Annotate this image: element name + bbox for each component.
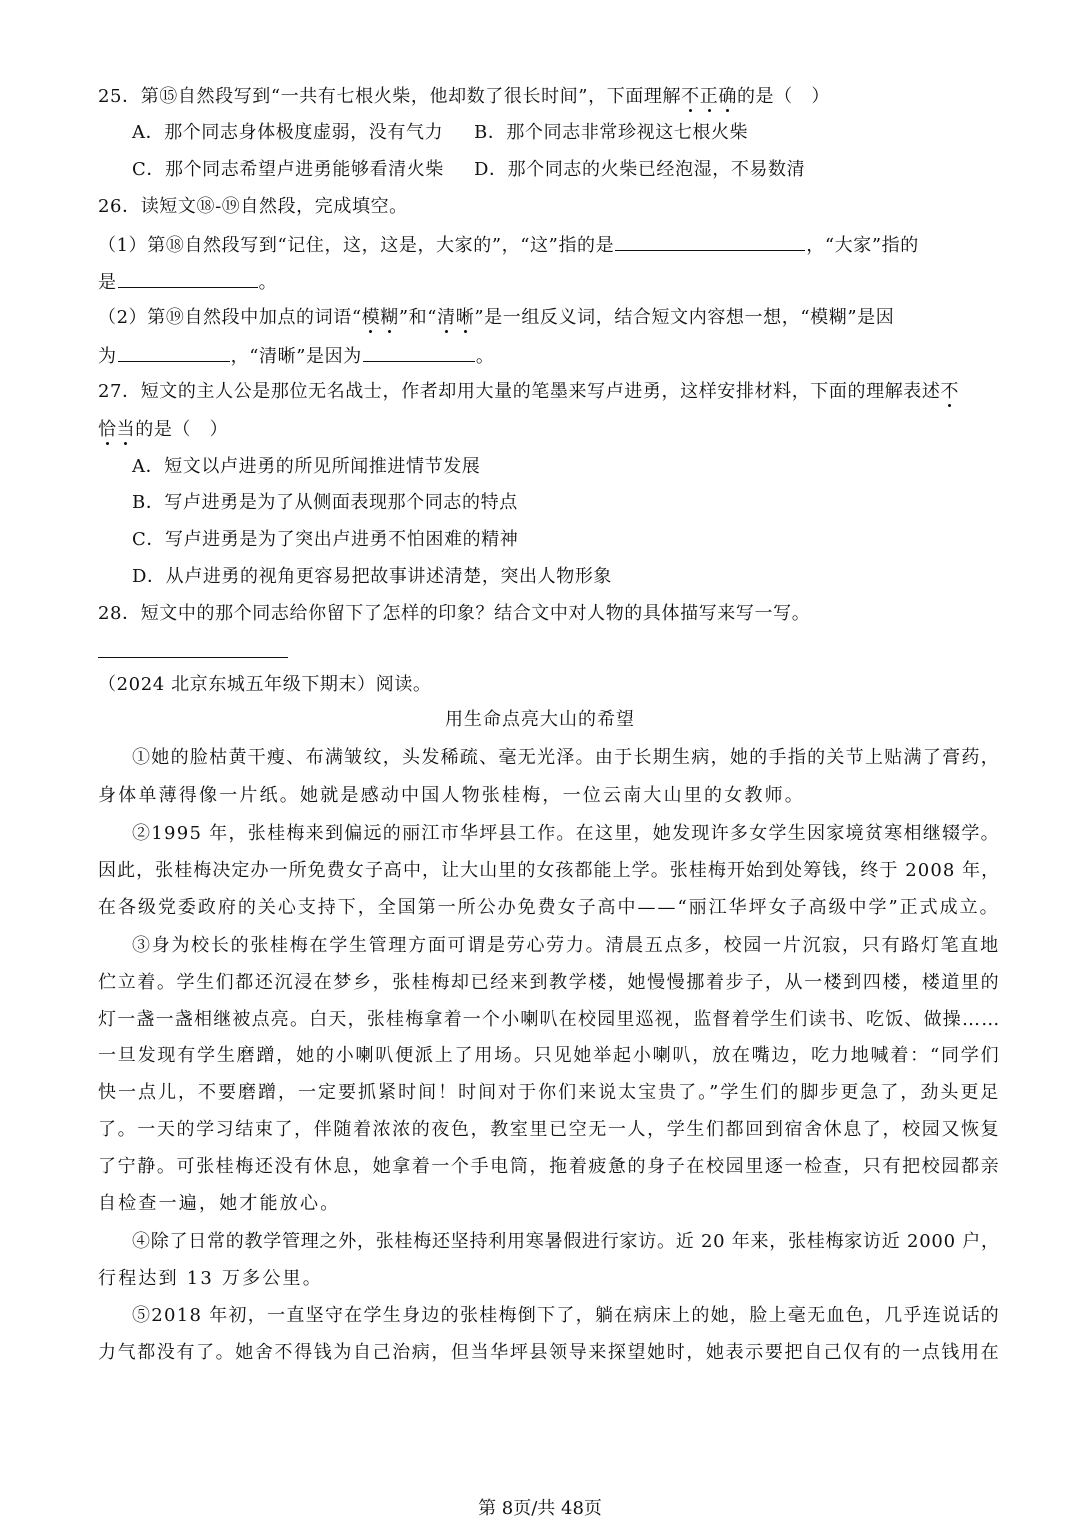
passage-line: 灯一盏一盏相继被点亮。白天，张桂梅拿着一个小喇叭在校园里巡视，监督着学生们读书、吃饭、做操……: [98, 1009, 1001, 1030]
q27-emphasis-dotted-2: 恰当: [98, 419, 136, 440]
passage-line: 身体单薄得像一片纸。她就是感动中国人物张桂梅，一位云南大山里的女教师。: [98, 785, 805, 806]
q26-part2-line1: [98, 306, 894, 330]
passage-line: 伫立着。学生们都还沉浸在梦乡，张桂梅却已经来到教学楼，她慢慢挪着步子，从一楼到四楼，楼道里的: [98, 972, 1001, 993]
q27-option-a: A．短文以卢进勇的所见所闻推进情节发展: [132, 456, 481, 477]
q28-stem: 28．短文中的那个同志给你留下了怎样的印象？结合文中对人物的具体描写来写一写。: [98, 603, 811, 624]
q26-part2-text-b: 为: [98, 346, 117, 367]
passage-line: 一旦发现有学生磨蹭，她的小喇叭便派上了用场。只见她举起小喇叭，放在嘴边，吃力地喊着：“同学们: [98, 1045, 1001, 1066]
answer-blank[interactable]: [118, 343, 230, 362]
answer-blank[interactable]: [118, 269, 258, 288]
q25-stem-text-b: 的是（ ）: [736, 86, 830, 107]
q25-stem-text-a: 25．第⑮自然段写到“一共有七根火柴，他却数了很长时间”，下面理解: [98, 86, 682, 107]
passage-line: 在各级党委政府的关心支持下，全国第一所公办免费女子高中——“丽江华坪女子高级中学”正式成立。: [98, 897, 1000, 918]
q26-part1-line2: [98, 269, 277, 295]
section-divider: [98, 657, 288, 658]
q27-stem-text-b: 的是（ ）: [135, 419, 229, 440]
q27-option-c: C．写卢进勇是为了突出卢进勇不怕困难的精神: [132, 529, 519, 550]
passage-line: ③身为校长的张桂梅在学生管理方面可谓是劳心劳力。清晨五点多，校园一片沉寂，只有路灯笔直地: [132, 935, 1000, 956]
q27-stem-line1: [98, 380, 959, 404]
answer-blank[interactable]: [363, 343, 475, 362]
q26-part2-text-c: ，“清晰”是因为: [230, 346, 362, 367]
q25-emphasis-dotted: 不正确: [681, 86, 737, 107]
q25-option-a: A．那个同志身体极度虚弱，没有气力: [132, 122, 444, 143]
q25-option-c: C．那个同志希望卢进勇能够看清火柴: [132, 159, 444, 180]
passage-line: ①她的脸枯黄干瘦、布满皱纹，头发稀疏、毫无光泽。由于长期生病，她的手指的关节上贴满了膏药，: [132, 747, 1000, 768]
q27-emphasis-dotted-1: 不: [940, 381, 960, 402]
passage-line: 行程达到 13 万多公里。: [98, 1268, 323, 1289]
q26-part1-text-d: 。: [258, 272, 278, 293]
q26-stem: 26．读短文⑱-⑲自然段，完成填空。: [98, 196, 408, 217]
page-number: 第 8页/共 48页: [478, 1498, 602, 1519]
q27-option-b: B．写卢进勇是为了从侧面表现那个同志的特点: [132, 492, 518, 513]
q27-stem-text-a: 27．短文的主人公是那位无名战士，作者却用大量的笔墨来写卢进勇，这样安排材料，下面的理解表述: [98, 381, 941, 402]
passage-line: 力气都没有了。她舍不得钱为自己治病，但当华坪县领导来探望她时，她表示要把自己仅有的一点钱用在: [98, 1342, 1001, 1363]
passage-line: 了宁静。可张桂梅还没有休息，她拿着一个手电筒，拖着疲惫的身子在校园里逐一检查，只有把校园都亲: [98, 1156, 1001, 1177]
q26-part1-text-b: ，“大家”指的: [806, 235, 919, 256]
passage-title: 用生命点亮大山的希望: [445, 709, 635, 730]
passage-line: 自检查一遍，她才能放心。: [98, 1193, 341, 1214]
passage-line: 快一点儿，不要磨蹭，一定要抓紧时间！时间对于你们来说太宝贵了。”学生们的脚步更急了，劲头更足: [98, 1082, 1001, 1103]
q25-option-d: D．那个同志的火柴已经泡湿，不易数清: [474, 159, 806, 180]
q26-part1-text-c: 是: [98, 272, 117, 293]
passage-line: ②1995 年，张桂梅来到偏远的丽江市华坪县工作。在这里，她发现许多女学生因家境贫寒相继辍学。: [132, 823, 1000, 844]
passage-line: 因此，张桂梅决定办一所免费女子高中，让大山里的女孩都能上学。张桂梅开始到处筹钱，终于 2008 年，: [98, 860, 1001, 881]
q26-part2-text-a: （2）第⑲自然段中加点的词语“模糊”和“清晰”是一组反义词，结合短文内容想一想，“模糊”是因: [98, 307, 895, 328]
q27-stem-line2: [98, 418, 228, 442]
q26-part2-text-d: 。: [475, 346, 495, 367]
q27-option-d: D．从卢进勇的视角更容易把故事讲述清楚，突出人物形象: [132, 566, 613, 587]
q26-part1-line1: [98, 232, 919, 258]
q25-option-b: B．那个同志非常珍视这七根火柴: [474, 122, 749, 143]
passage-line: ⑤2018 年初，一直坚守在学生身边的张桂梅倒下了，躺在病床上的她，脸上毫无血色，几乎连说话的: [132, 1305, 1000, 1326]
reading-source: （2024 北京东城五年级下期末）阅读。: [98, 674, 432, 695]
q25-stem: [98, 85, 830, 109]
q26-part2-line2: [98, 343, 494, 369]
answer-blank[interactable]: [615, 232, 805, 251]
passage-line: 了。一天的学习结束了，伴随着浓浓的夜色，教室里已空无一人，学生们都回到宿舍休息了，校园又恢复: [98, 1119, 1001, 1140]
passage-line: ④除了日常的教学管理之外，张桂梅还坚持利用寒暑假进行家访。近 20 年来，张桂梅家访近 2000 户，: [132, 1231, 1000, 1252]
q26-part1-text-a: （1）第⑱自然段写到“记住，这，这是，大家的”，“这”指的是: [98, 235, 615, 256]
